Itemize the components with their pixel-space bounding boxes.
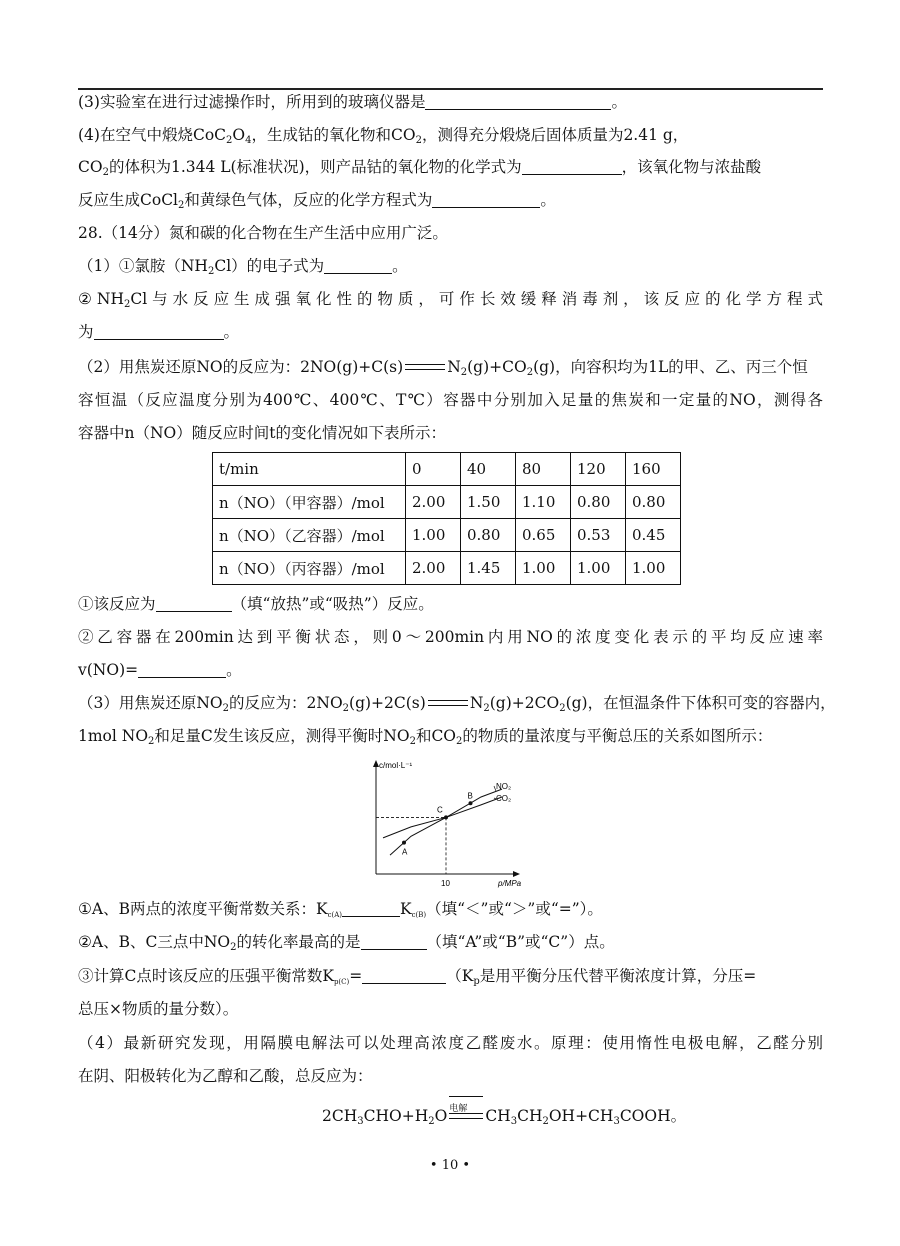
table-cell: n（NO）（丙容器）/mol: [213, 552, 406, 585]
x-tick-label: 10: [441, 879, 450, 888]
p1-line-2: [78, 287, 823, 311]
table-cell: 1.50: [461, 486, 516, 519]
sub: 2: [460, 367, 468, 378]
text: 和CO: [415, 727, 457, 745]
text: ①A、B两点的浓度平衡常数关系：K: [78, 900, 328, 918]
text: 的反应为：2NO: [229, 694, 343, 712]
table-cell: 1.00: [626, 552, 681, 585]
text: COOH。: [619, 1107, 687, 1125]
text: 的物质的量浓度与平衡总压的关系如图所示：: [462, 727, 773, 745]
sub: 2: [207, 266, 215, 277]
table-cell: n（NO）（甲容器）/mol: [213, 486, 406, 519]
sub: 2: [222, 703, 230, 714]
sub: 2: [123, 299, 131, 310]
table-cell: 1.00: [571, 552, 626, 585]
sub: 2: [230, 942, 237, 953]
page-number: • 10 •: [429, 1158, 471, 1173]
text: 是用平衡分压代替平衡浓度计算，分压=: [479, 967, 757, 985]
answer-blank[interactable]: [425, 93, 611, 110]
text: （填“＜”或“＞”或“=”）。: [426, 900, 603, 918]
q4-line-1: [78, 123, 823, 147]
sub: 2: [526, 367, 534, 378]
sub: 2: [226, 135, 233, 146]
equilibrium-arrow-icon: [405, 359, 445, 374]
answer-blank[interactable]: [362, 967, 446, 984]
p2-line-2: 容恒温（反应温度分别为400℃、400℃、T℃）容器中分别加入足量的焦炭和一定量的NO，测得各: [78, 391, 823, 409]
table-header-cell: t/min: [213, 453, 406, 486]
text: CHO+H: [363, 1107, 429, 1125]
text: OH+CH: [548, 1107, 614, 1125]
text: （填“放热”或“吸热”）反应。: [231, 595, 434, 613]
point-label-b: B: [467, 791, 473, 801]
sub: 3: [613, 1116, 620, 1127]
text: N: [469, 694, 484, 712]
text: (g)，向容积均为1L的甲、乙、丙三个恒: [533, 358, 808, 376]
data-table: [212, 452, 681, 585]
sub: 2: [428, 1116, 435, 1127]
table-cell: 1.00: [406, 519, 461, 552]
table-row: [213, 453, 681, 486]
text: 为: [78, 323, 94, 341]
text: 和足量C发生该反应，测得平衡时NO: [154, 727, 410, 745]
table-cell: 0.80: [461, 519, 516, 552]
electrolysis-equation: [322, 1104, 686, 1128]
sub: 2: [456, 736, 463, 747]
text: Cl）的电子式为: [214, 257, 325, 275]
p1-line-1: （1）①氯胺$(NH_2Cl)$的电子式为 。: [78, 257, 408, 277]
electrolysis-arrow-icon: [449, 1104, 483, 1123]
answer-blank[interactable]: [361, 933, 427, 950]
sub: c(A): [327, 911, 342, 919]
table-row: [213, 486, 681, 519]
text: 1mol NO: [78, 727, 149, 745]
p3-q3-b: 总压×物质的量分数）。: [78, 1000, 239, 1018]
answer-blank[interactable]: [324, 257, 392, 274]
p3-q3: ③计算C点时该反应的压强平衡常数$K_{p(C)}= (K_p$是用平衡分压代替平衡浓度计算，分压=: [78, 967, 757, 987]
p2-q2: ②乙容器在200min达到平衡状态，则0～200min内用NO的浓度变化表示的平均反应速率: [78, 628, 823, 646]
text: ，生成钴的氧化物和CO: [251, 126, 416, 144]
p3-line-1: [78, 691, 836, 715]
text: （1）①氯胺（NH: [78, 257, 208, 275]
electrolysis-label: 电解: [449, 1096, 483, 1121]
sub: 2: [409, 736, 416, 747]
text: （2）用焦炭还原NO的反应为：2NO(g)+C(s): [78, 358, 404, 376]
table-cell: 1.45: [461, 552, 516, 585]
data-point-c: [444, 815, 448, 819]
text: 反应生成CoCl: [78, 191, 179, 209]
table-row: [213, 519, 681, 552]
table-header-cell: 40: [461, 453, 516, 486]
text: Cl与水反应生成强氧化性的物质，可作长效缓释消毒剂，该反应的化学方程式: [130, 290, 823, 308]
answer-blank[interactable]: [138, 661, 226, 678]
p4-line-2: 在阴、阳极转化为乙醇和乙酸，总反应为：: [78, 1067, 373, 1085]
text: 的体积为1.344 L(标准状况)，则产品钴的氧化物的化学式为: [108, 158, 522, 176]
text: (4)在空气中煅烧CoC: [78, 126, 227, 144]
sub: 2: [559, 703, 566, 714]
q28-title: 28.（14分）氮和碳的化合物在生产生活中应用广泛。: [78, 224, 448, 242]
text: v(NO)=: [78, 661, 139, 679]
text: CH: [485, 1107, 511, 1125]
text: (g)，在恒温条件下体积可变的容器内，: [565, 694, 836, 712]
table-cell: 0.65: [516, 519, 571, 552]
x-axis-label: p/MPa: [498, 879, 522, 888]
p3-line-2: [78, 724, 823, 748]
p3-q2: [78, 930, 823, 954]
text: CH: [517, 1107, 543, 1125]
sub: p(C): [333, 978, 350, 986]
text: CO: [78, 158, 103, 176]
table-cell: 2.00: [406, 552, 461, 585]
table-cell: 0.45: [626, 519, 681, 552]
legend-co2: CO₂: [496, 794, 512, 803]
text: ，测得充分煅烧后固体质量为2.41 g，: [421, 126, 689, 144]
table-header-cell: 160: [626, 453, 681, 486]
table-cell: n（NO）（乙容器）/mol: [213, 519, 406, 552]
sub: 3: [510, 1116, 518, 1127]
text: O: [434, 1107, 448, 1125]
data-point-a: [402, 841, 406, 845]
table-cell: 0.80: [571, 486, 626, 519]
legend-no2: NO₂: [496, 782, 512, 791]
text: (g)+CO: [467, 358, 527, 376]
answer-blank[interactable]: [432, 191, 540, 208]
text: 和黄绿色气体，反应的化学方程式为: [184, 191, 433, 209]
text: 的转化率最高的是: [236, 933, 361, 951]
text: N: [447, 358, 461, 376]
point-label-a: A: [402, 847, 408, 857]
table-cell: 0.80: [626, 486, 681, 519]
table-row: [213, 552, 681, 585]
text: ②NH: [78, 290, 124, 308]
sub: 2: [148, 736, 155, 747]
answer-blank[interactable]: [342, 900, 400, 917]
q3-text: (3)实验室在进行过滤操作时，所用到的玻璃仪器是: [78, 93, 426, 111]
answer-blank[interactable]: [522, 158, 622, 175]
text: 2CH: [322, 1107, 358, 1125]
text: O: [232, 126, 246, 144]
text: (g)+2CO: [489, 694, 560, 712]
p2-q2-b: v(NO)= 。: [78, 661, 242, 679]
table-header-cell: 80: [516, 453, 571, 486]
q3-line: (3)实验室在进行过滤操作时，所用到的玻璃仪器是 。: [78, 93, 627, 111]
point-label-c: C: [437, 805, 443, 815]
text: ，该氧化物与浓盐酸: [621, 158, 762, 176]
p4-line-1: （4）最新研究发现，用隔膜电解法可以处理高浓度乙醛废水。原理：使用惰性电极电解，乙醛分别: [78, 1034, 823, 1052]
text: (g)+2C(s): [349, 694, 426, 712]
text: ③计算C点时该反应的压强平衡常数K: [78, 967, 334, 985]
data-point-b: [469, 801, 473, 805]
p3-q1: ①A、B两点的浓度平衡常数关系：$K_{c(A)}$ $K_{c(B)}$（填“＜”或“＞”或“=”）。: [78, 900, 603, 919]
text: （3）用焦炭还原NO: [78, 694, 223, 712]
answer-blank[interactable]: [94, 323, 224, 340]
text: ②A、B、C三点中NO: [78, 933, 231, 951]
p2-line-1: [78, 355, 823, 379]
concentration-pressure-chart: [358, 756, 548, 891]
table-header-cell: 0: [406, 453, 461, 486]
p2-q1: [78, 592, 823, 616]
table-cell: 2.00: [406, 486, 461, 519]
table-cell: 1.10: [516, 486, 571, 519]
p1-line-3: 为 。: [78, 323, 240, 341]
sub: 2: [102, 167, 109, 178]
sub: 2: [342, 703, 350, 714]
sub: c(B): [411, 911, 427, 919]
answer-blank[interactable]: [156, 595, 232, 612]
q4-line-2: [78, 155, 823, 179]
table-cell: 0.53: [571, 519, 626, 552]
sub: 2: [483, 703, 490, 714]
sub: 2: [178, 200, 185, 211]
table-cell: 1.00: [516, 552, 571, 585]
table-header-cell: 120: [571, 453, 626, 486]
text: （填“A”或“B”或“C”）点。: [426, 933, 615, 951]
text: （K: [446, 967, 474, 985]
p2-line-3: 容器中n（NO）随反应时间t的变化情况如下表所示：: [78, 424, 446, 442]
sub: 3: [357, 1116, 364, 1127]
equilibrium-arrow-icon: [428, 695, 468, 710]
sub: 2: [542, 1116, 549, 1127]
text: ①该反应为: [78, 595, 156, 613]
x-axis-arrow-icon: [513, 871, 520, 877]
sub: 2: [415, 135, 422, 146]
y-axis-label: c/mol·L⁻¹: [379, 761, 413, 770]
sub: 4: [245, 135, 252, 146]
q4-line-3: 反应生成CoCl$_2$和黄绿色气体，反应的化学方程式为 。: [78, 191, 556, 211]
sub: p: [473, 976, 480, 987]
